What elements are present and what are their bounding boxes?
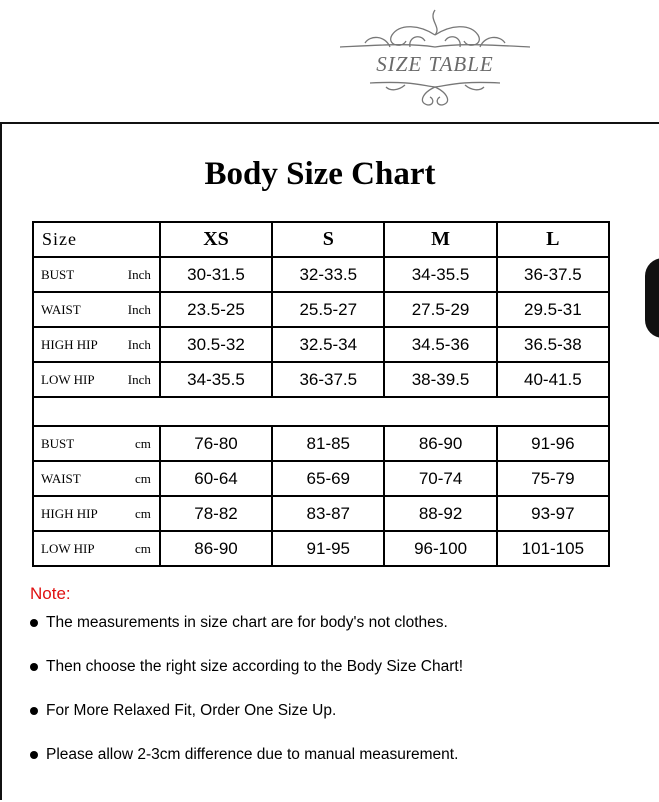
frame-left-border — [0, 122, 2, 800]
row-label: HIGH HIP — [41, 505, 98, 521]
table-cell: 36-37.5 — [272, 362, 384, 397]
table-row — [33, 292, 609, 327]
table-cell: 27.5-29 — [384, 292, 496, 327]
table-cell: 40-41.5 — [497, 362, 609, 397]
table-cell: 86-90 — [160, 531, 272, 566]
table-row — [33, 531, 609, 566]
table-cell: 34-35.5 — [384, 257, 496, 292]
row-header — [33, 292, 160, 327]
table-cell: 101-105 — [497, 531, 609, 566]
bullet-icon — [30, 663, 38, 671]
logo-text: SIZE TABLE — [376, 52, 494, 76]
table-cell: 36-37.5 — [497, 257, 609, 292]
row-label: WAIST — [41, 301, 81, 317]
row-label: BUST — [41, 435, 75, 451]
list-item — [30, 612, 463, 634]
table-cell: 29.5-31 — [497, 292, 609, 327]
table-cell: 34-35.5 — [160, 362, 272, 397]
size-header-m: M — [384, 222, 496, 257]
row-label: BUST — [41, 266, 75, 282]
size-column-header: Size — [33, 222, 160, 257]
row-unit: cm — [134, 505, 151, 521]
bullet-icon — [30, 751, 38, 759]
table-cell: 81-85 — [272, 426, 384, 461]
table-cell: 83-87 — [272, 496, 384, 531]
size-header-xs: XS — [160, 222, 272, 257]
table-row — [33, 496, 609, 531]
row-unit: cm — [134, 435, 151, 451]
row-unit: cm — [134, 540, 151, 556]
table-cell: 86-90 — [384, 426, 496, 461]
table-cell: 23.5-25 — [160, 292, 272, 327]
size-header-s: S — [272, 222, 384, 257]
table-row — [33, 362, 609, 397]
row-unit: Inch — [127, 301, 151, 317]
table-cell: 91-95 — [272, 531, 384, 566]
table-cell: 32.5-34 — [272, 327, 384, 362]
table-cell: 34.5-36 — [384, 327, 496, 362]
spacer-cell — [33, 397, 609, 426]
table-header-row — [33, 222, 609, 257]
table-cell: 75-79 — [497, 461, 609, 496]
table-cell: 30-31.5 — [160, 257, 272, 292]
table-cell: 36.5-38 — [497, 327, 609, 362]
row-unit: Inch — [127, 371, 151, 387]
row-label: HIGH HIP — [41, 336, 98, 352]
list-item — [30, 700, 463, 722]
table-cell: 25.5-27 — [272, 292, 384, 327]
page-title: Body Size Chart — [204, 156, 436, 192]
note-text: Please allow 2-3cm difference due to manual measurement. — [46, 746, 459, 763]
header — [0, 0, 659, 122]
edge-decoration — [645, 258, 659, 338]
row-header — [33, 327, 160, 362]
row-label: LOW HIP — [41, 371, 95, 387]
table-cell: 30.5-32 — [160, 327, 272, 362]
row-header — [33, 496, 160, 531]
bullet-icon — [30, 619, 38, 627]
table-row — [33, 327, 609, 362]
table-cell: 78-82 — [160, 496, 272, 531]
row-header — [33, 461, 160, 496]
table-cell: 96-100 — [384, 531, 496, 566]
notes-list — [30, 612, 463, 788]
bullet-icon — [30, 707, 38, 715]
table-cell: 93-97 — [497, 496, 609, 531]
table-cell: 91-96 — [497, 426, 609, 461]
row-label: LOW HIP — [41, 540, 95, 556]
row-unit: Inch — [127, 266, 151, 282]
list-item — [30, 744, 463, 766]
row-header — [33, 257, 160, 292]
row-header — [33, 426, 160, 461]
list-item — [30, 656, 463, 678]
table-spacer-row — [33, 397, 609, 426]
note-text: For More Relaxed Fit, Order One Size Up. — [46, 702, 337, 719]
table-cell: 88-92 — [384, 496, 496, 531]
note-label: Note: — [30, 584, 71, 603]
row-header — [33, 362, 160, 397]
size-header-l: L — [497, 222, 609, 257]
table-cell: 32-33.5 — [272, 257, 384, 292]
table-row — [33, 461, 609, 496]
table-row — [33, 257, 609, 292]
note-text: Then choose the right size according to the Body Size Chart! — [46, 658, 464, 675]
table-cell: 60-64 — [160, 461, 272, 496]
row-header — [33, 531, 160, 566]
table-row — [33, 426, 609, 461]
row-label: WAIST — [41, 470, 81, 486]
row-unit: Inch — [127, 336, 151, 352]
table-cell: 38-39.5 — [384, 362, 496, 397]
table-cell: 65-69 — [272, 461, 384, 496]
table-cell: 70-74 — [384, 461, 496, 496]
note-text: The measurements in size chart are for body's not clothes. — [46, 614, 448, 631]
row-unit: cm — [134, 470, 151, 486]
size-table — [32, 221, 610, 567]
table-cell: 76-80 — [160, 426, 272, 461]
